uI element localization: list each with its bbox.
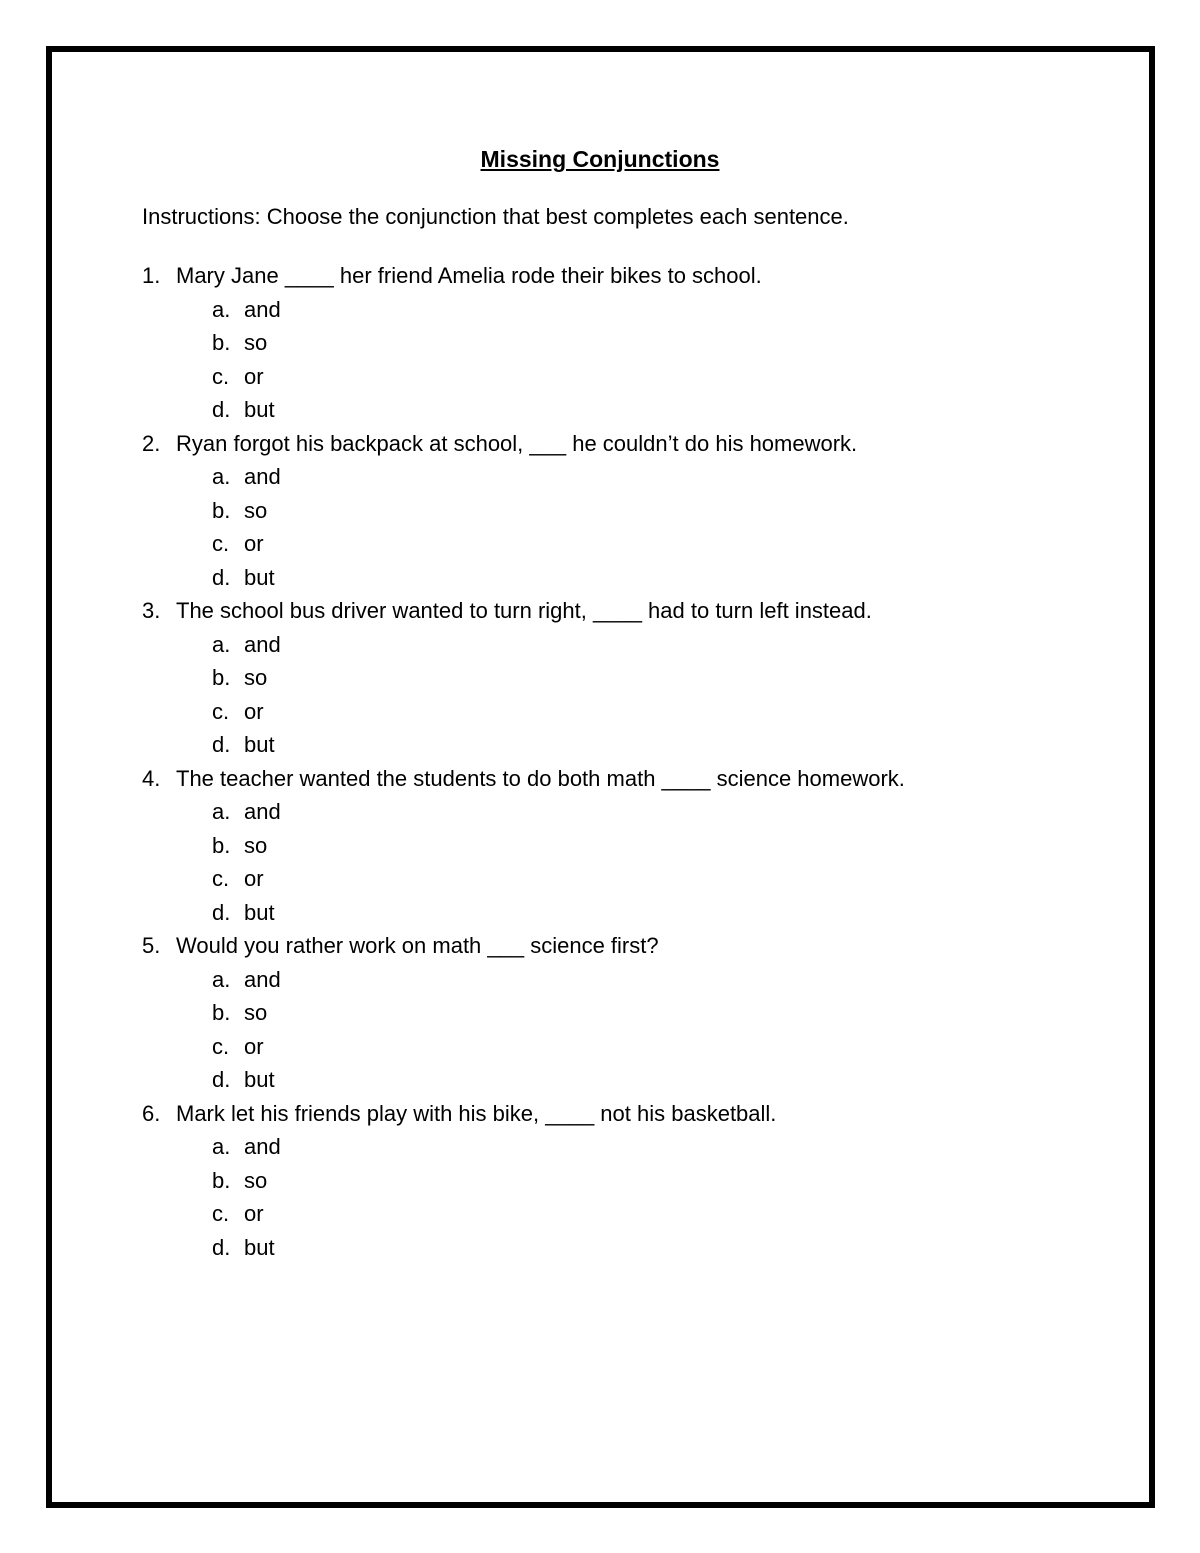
option-list (142, 1130, 905, 1264)
option-letter: c. (212, 866, 230, 891)
option-letter: a. (212, 464, 231, 489)
option-text: but (244, 1067, 275, 1092)
option-letter: b. (212, 330, 231, 355)
option-d (142, 1231, 905, 1265)
option-b (142, 661, 905, 695)
question-stem (142, 929, 905, 963)
option-text: so (244, 1000, 268, 1025)
option-text: or (244, 363, 264, 389)
option-text: but (244, 732, 275, 757)
option-list (142, 628, 905, 762)
question-stem (142, 762, 905, 796)
option-a (142, 628, 905, 662)
question-1 (142, 259, 905, 427)
option-list (142, 963, 905, 1097)
option-letter: c. (212, 1033, 230, 1059)
option-letter: b. (212, 497, 231, 523)
question-stem (142, 259, 905, 293)
option-letter: d. (212, 1067, 231, 1092)
option-text: or (244, 698, 264, 724)
question-5 (142, 929, 905, 1097)
option-list (142, 460, 905, 594)
question-text: The teacher wanted the students to do both math ____ science homework. (176, 765, 905, 791)
option-d (142, 728, 905, 762)
question-text: Mary Jane ____ her friend Amelia rode their bikes to school. (176, 263, 762, 288)
option-letter: d. (212, 1234, 231, 1260)
option-text: or (244, 866, 264, 891)
option-letter: d. (212, 397, 231, 422)
option-text: and (244, 296, 281, 322)
option-letter: c. (212, 363, 230, 389)
question-number: 5. (142, 933, 161, 958)
option-text: but (244, 564, 275, 590)
option-c (142, 1197, 905, 1231)
question-stem (142, 594, 905, 628)
question-text: Would you rather work on math ___ science first? (176, 933, 659, 958)
question-6 (142, 1097, 905, 1265)
option-c (142, 862, 905, 896)
question-3 (142, 594, 905, 762)
option-c (142, 527, 905, 561)
option-text: so (244, 1167, 268, 1193)
option-a (142, 293, 905, 327)
option-d (142, 896, 905, 930)
option-letter: a. (212, 296, 231, 322)
option-letter: b. (212, 665, 231, 690)
question-list (142, 259, 905, 1264)
option-text: and (244, 1134, 281, 1159)
option-b (142, 1164, 905, 1198)
question-stem (142, 1097, 905, 1131)
option-letter: a. (212, 966, 231, 992)
worksheet-title: Missing Conjunctions (480, 146, 720, 172)
option-b (142, 996, 905, 1030)
option-b (142, 494, 905, 528)
option-text: and (244, 799, 281, 824)
option-letter: a. (212, 1134, 231, 1159)
option-text: but (244, 1234, 275, 1260)
option-a (142, 1130, 905, 1164)
option-c (142, 695, 905, 729)
question-4 (142, 762, 905, 930)
option-letter: c. (212, 1201, 230, 1226)
option-text: or (244, 1201, 264, 1226)
option-text: and (244, 966, 281, 992)
option-text: so (244, 497, 268, 523)
question-number: 2. (142, 430, 161, 456)
option-a (142, 963, 905, 997)
option-list (142, 795, 905, 929)
option-text: or (244, 1033, 264, 1059)
option-letter: a. (212, 799, 231, 824)
option-letter: a. (212, 631, 231, 657)
option-list (142, 293, 905, 427)
question-text: Ryan forgot his backpack at school, ___ he couldn’t do his homework. (176, 430, 858, 456)
option-letter: b. (212, 832, 231, 858)
option-d (142, 561, 905, 595)
option-text: but (244, 899, 275, 925)
question-text: The school bus driver wanted to turn right, ____ had to turn left instead. (176, 598, 872, 623)
option-text: so (244, 665, 268, 690)
instructions-text: Instructions: Choose the conjunction that best completes each sentence. (142, 204, 849, 229)
option-b (142, 829, 905, 863)
question-stem (142, 427, 905, 461)
option-letter: d. (212, 564, 231, 590)
question-number: 4. (142, 765, 161, 791)
option-letter: d. (212, 899, 231, 925)
option-letter: b. (212, 1167, 231, 1193)
option-d (142, 393, 905, 427)
option-text: and (244, 631, 281, 657)
option-b (142, 326, 905, 360)
option-letter: c. (212, 531, 230, 556)
question-2 (142, 427, 905, 595)
option-text: so (244, 330, 268, 355)
question-text: Mark let his friends play with his bike, ____ not his basketball. (176, 1100, 777, 1126)
option-letter: b. (212, 1000, 231, 1025)
option-letter: c. (212, 698, 230, 724)
option-c (142, 1030, 905, 1064)
option-text: but (244, 397, 275, 422)
option-text: and (244, 464, 281, 489)
option-text: so (244, 832, 268, 858)
option-a (142, 795, 905, 829)
question-number: 6. (142, 1100, 161, 1126)
option-d (142, 1063, 905, 1097)
option-c (142, 360, 905, 394)
option-a (142, 460, 905, 494)
option-text: or (244, 531, 264, 556)
option-letter: d. (212, 732, 231, 757)
question-number: 3. (142, 598, 161, 623)
question-number: 1. (142, 263, 161, 288)
